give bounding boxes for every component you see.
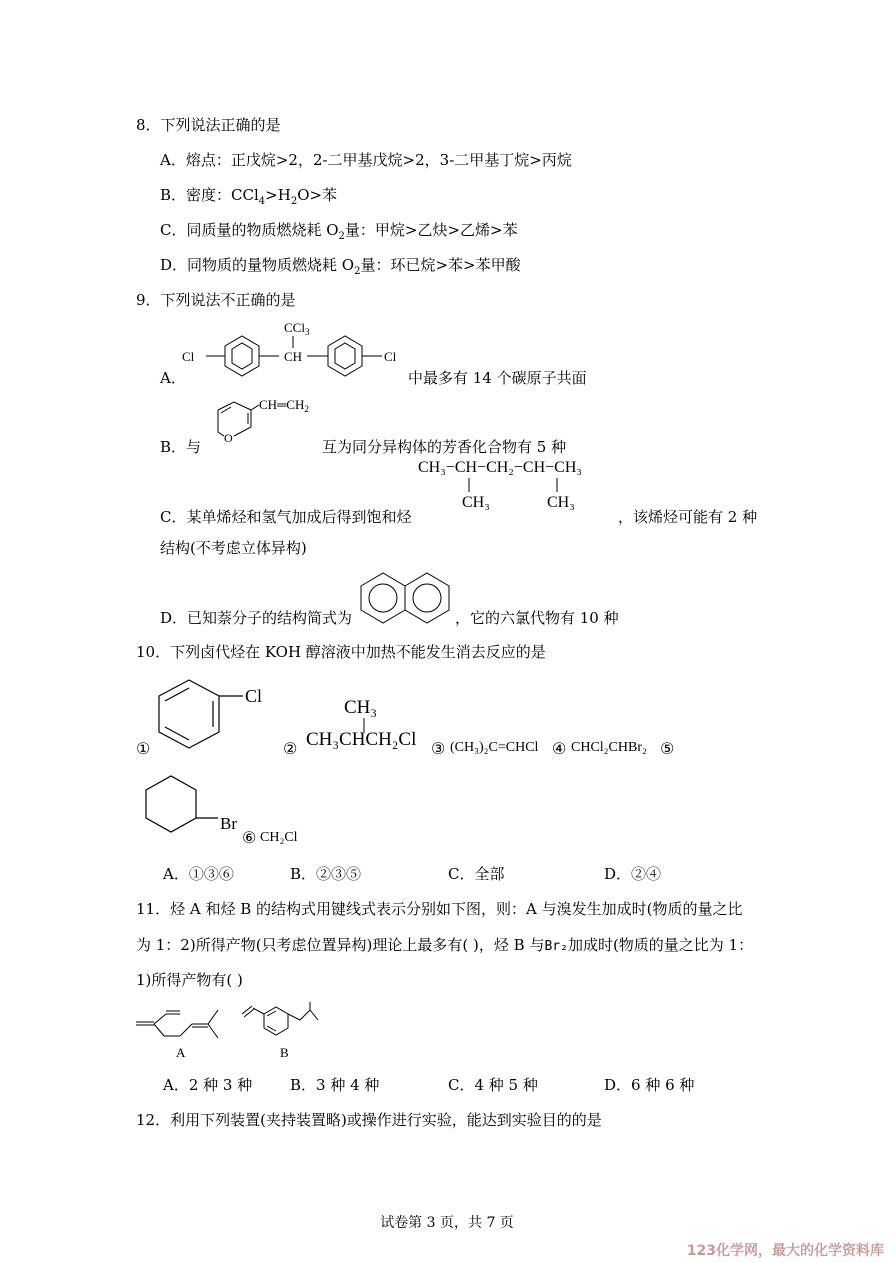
q10-num-6: ⑥ [242,828,257,847]
q11-option-b: B．3 种 4 种 [290,1076,380,1094]
q10-option-c: C．全部 [448,865,505,883]
q9-c-formula-main: CH₃−CH−CH₂−CH−CH₃ [418,459,582,476]
q9-b-structure [196,392,331,450]
q9-c-bonds [418,476,618,496]
watermark: 123化学网，最大的化学资料库 [686,1243,884,1259]
q8-option-c: C．同质量的物质燃烧耗 $O_2$量：甲烷>乙炔>乙烯>苯 [160,221,518,242]
q10-stem: 10．下列卤代烃在 KOH 醇溶液中加热不能发生消去反应的是 [136,643,546,661]
q9-stem: 9．下列说法不正确的是 [136,291,296,309]
q9-option-d-pre: D．已知萘分子的结构简式为 [160,609,353,627]
q10-option-b: B．②③⑤ [290,865,362,883]
q10-num-4: ④ [552,739,567,758]
q9-option-a-text: 中最多有 14 个碳原子共面 [408,369,587,387]
q9-option-b-text: 互为同分异构体的芳香化合物有 5 种 [322,438,567,456]
q10-num-2: ② [283,739,298,758]
q8-option-a: A．熔点：正戊烷>2，2-二甲基戊烷>2，3-二甲基丁烷>丙烷 [160,151,572,169]
q10-num-1: ① [136,739,151,758]
naphthalene-structure [357,566,455,628]
bromocyclohexane-structure [138,772,248,840]
q10-4-formula: CHCl₂CHBr₂ [571,740,647,755]
q12-stem: 12．利用下列装置(夹持装置略)或操作进行实验，能达到实验目的的是 [136,1111,602,1129]
q9-option-d-post: ，它的六氯代物有 10 种 [455,609,619,627]
q9-option-c-line2: 结构(不考虑立体异构) [160,539,307,557]
chlorobenzene-cl: Cl [245,686,263,706]
a-center-ch: CH [284,349,303,364]
q10-2-ch3: CH₃ [344,697,378,718]
q9-option-c-text: C．某单烯烃和氢气加成后得到饱和烃 [160,508,412,526]
q10-option-d: D．②④ [604,865,662,883]
q8-option-b: B．密度：$CCl_4>H_2O>$苯 [160,186,338,207]
q11-option-a: A．2 种 3 种 [163,1076,253,1094]
q9-option-b-label: B．与 [160,438,202,456]
q9-c-branch2: CH₃ [547,494,575,511]
q11-option-d: D．6 种 6 种 [604,1076,695,1094]
q9-option-c-text-post: ，该烯烃可能有 2 种 [618,508,758,526]
page-footer: 试卷第 3 页，共 7 页 [380,1215,514,1231]
q8-stem: 8．下列说法正确的是 [136,116,281,134]
q10-num-3: ③ [431,739,446,758]
b-oxygen: O [224,431,233,445]
hydrocarbon-a-structure [134,1002,224,1042]
q9-c-branch1: CH₃ [462,494,490,511]
hydrocarbon-b-structure [238,1002,338,1042]
q11-option-c: C．4 种 5 种 [448,1076,538,1094]
q10-6-formula: CH₂Cl [260,830,298,845]
a-top-ccl3: CCl$_3$ [284,320,310,337]
a-left-cl: Cl [182,349,195,364]
q10-option-a: A．①③⑥ [163,865,234,883]
q9-option-a-label: A． [160,369,186,387]
q11-label-b: B [280,1045,289,1060]
q10-num-5: ⑤ [660,739,675,758]
q10-2-formula: CH₃CHCH₂Cl [306,729,417,750]
q11-line3: 1)所得产物有( ) [136,971,243,989]
q8-option-d: D．同物质的量物质燃烧耗 $O_2$量：环已烷>苯>苯甲酸 [160,256,521,277]
q9-a-structure [180,318,410,390]
q11-line2: 为 1：2)所得产物(只考虑位置异构)理论上最多有( )，烃 B 与Br₂加成时(物质的量之比为 1： [136,936,754,954]
q11-label-a: A [176,1045,186,1060]
b-vinyl: $CH═CH_2$ [259,397,309,414]
q11-line1: 11．烃 A 和烃 B 的结构式用键线式表示分别如下图，则：A 与溴发生加成时(物质的量之比 [136,900,743,918]
a-right-cl: Cl [384,349,397,364]
q10-3-formula: (CH₃)₂C=CHCl [450,740,539,755]
chlorobenzene-structure [155,674,275,754]
cyclohexane-br: Br [220,814,237,833]
